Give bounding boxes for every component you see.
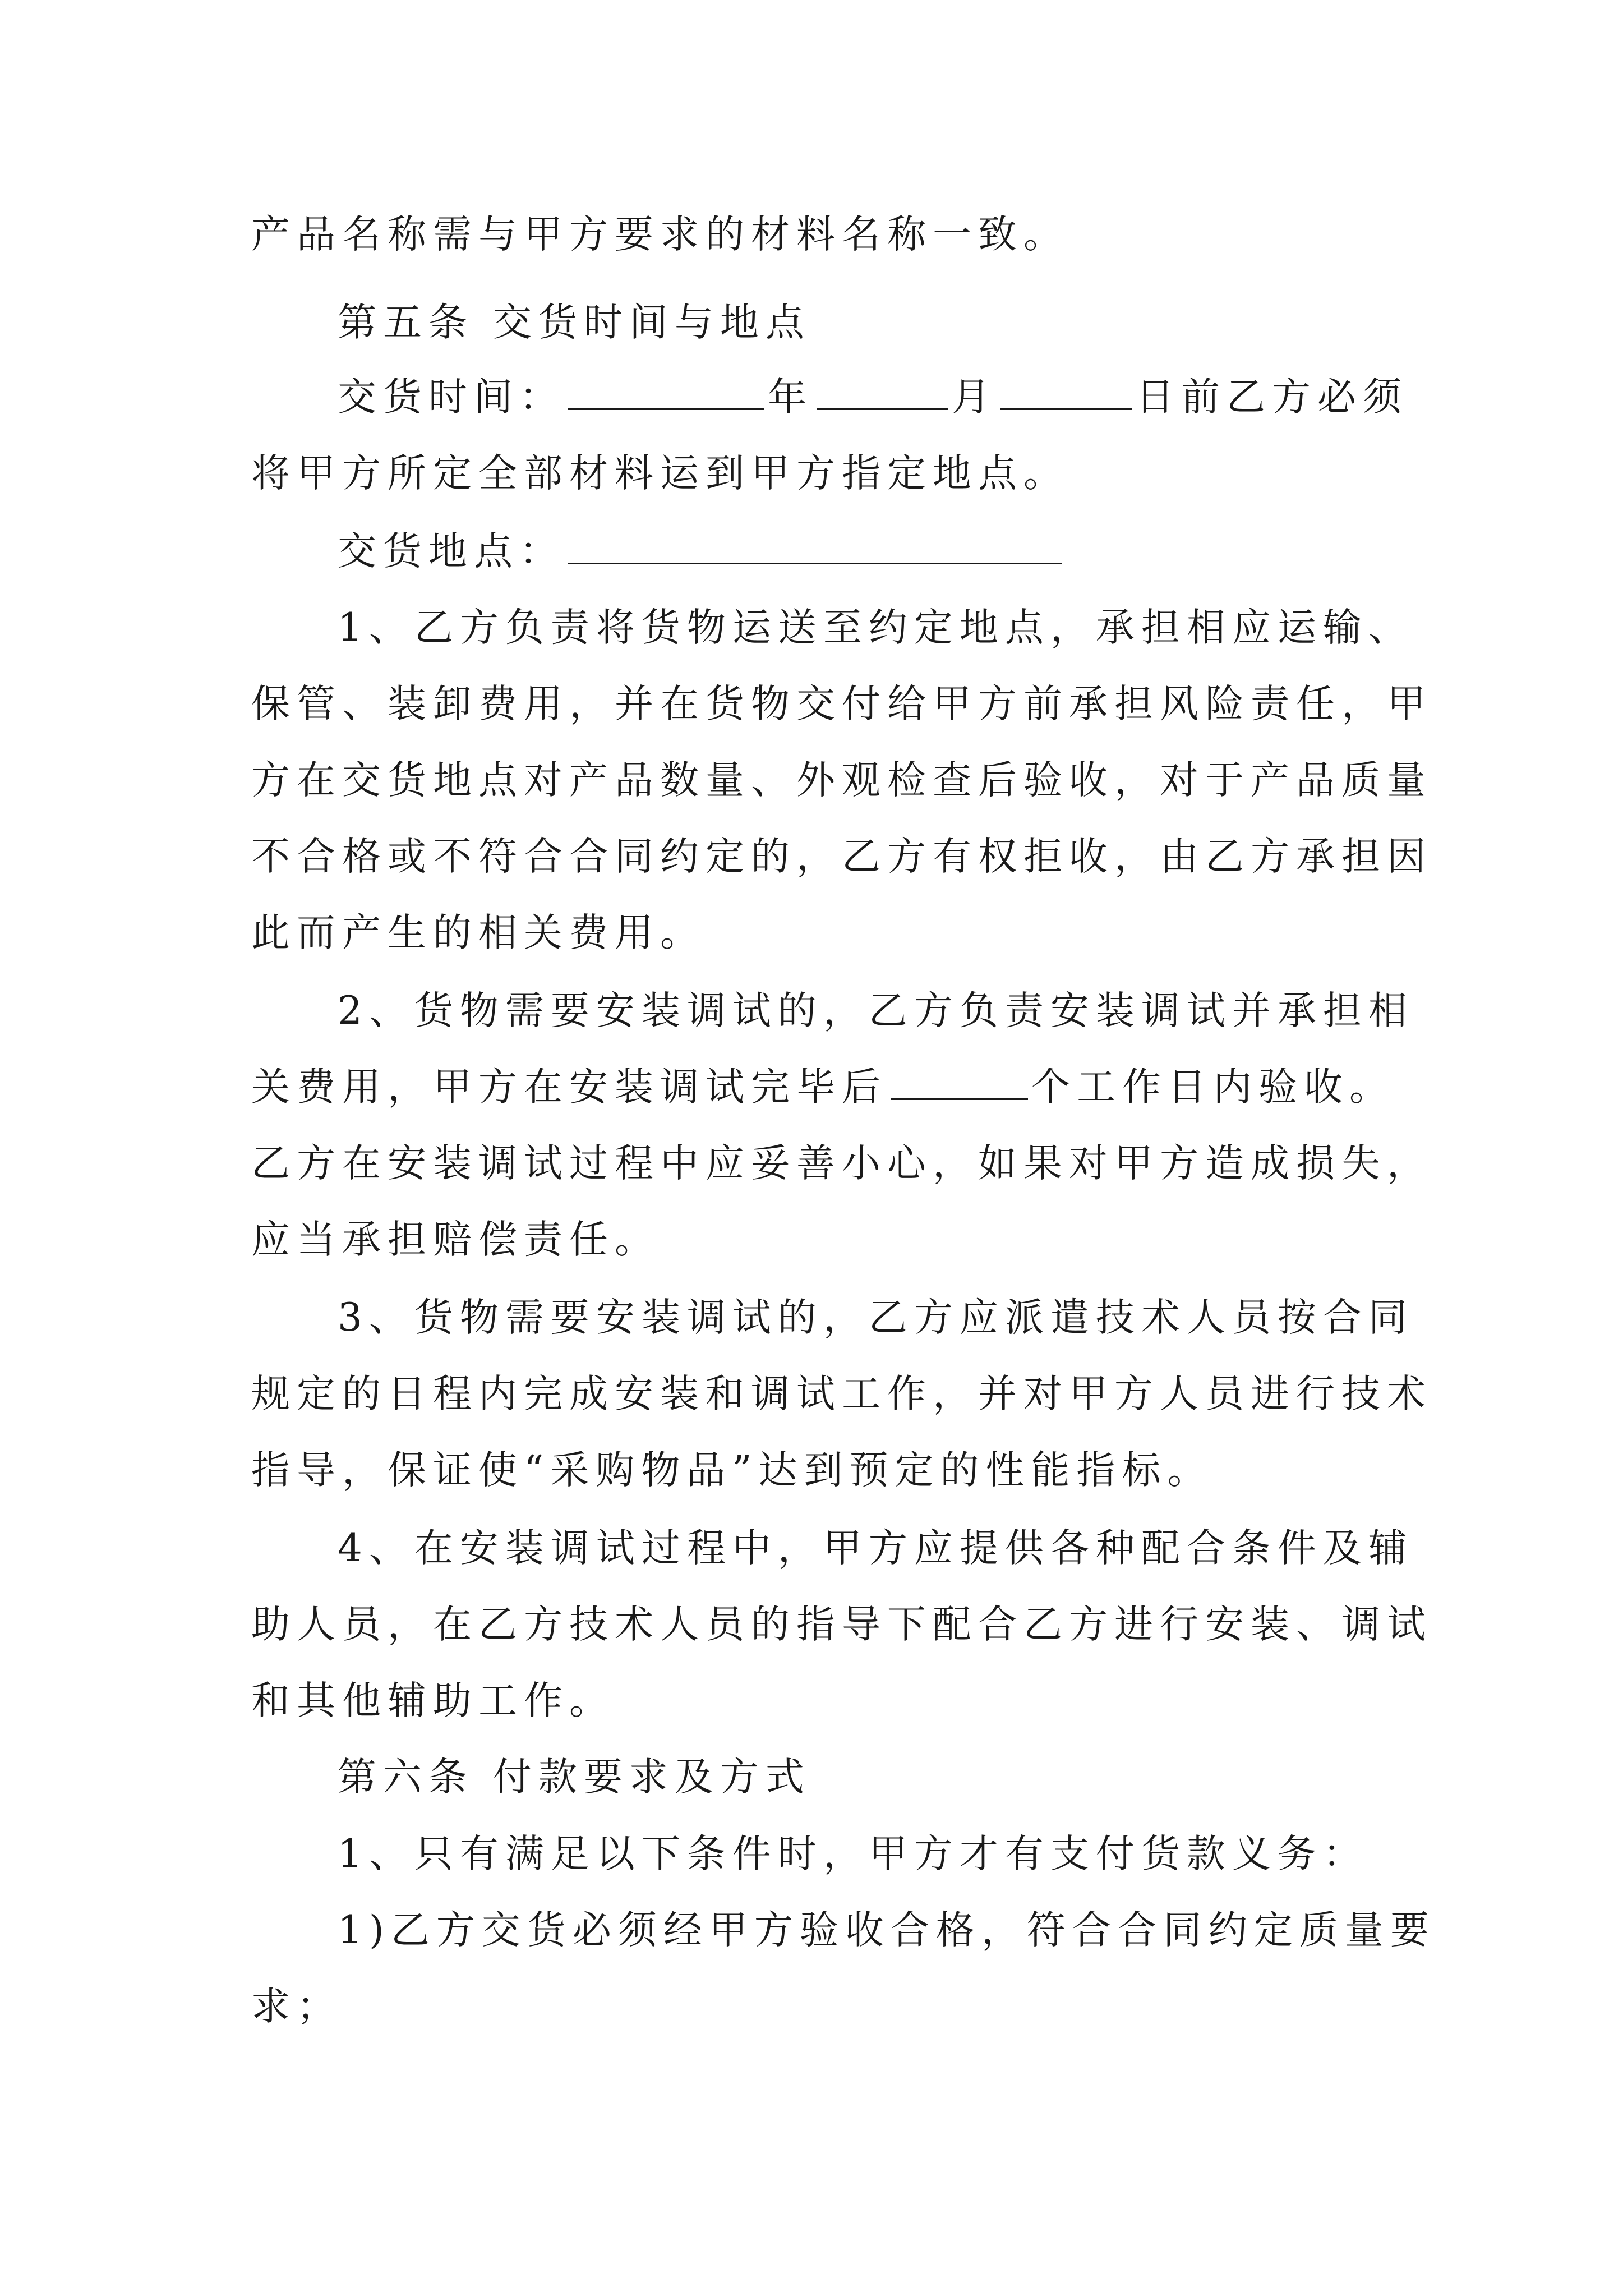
acceptance-prefix: 关费用，甲方在安装调试完毕后 [251, 1065, 887, 1110]
text-line: 1、只有满足以下条件时，甲方才有支付货款义务： [338, 1832, 1368, 1876]
text-line: 4、在安装调试过程中，甲方应提供各种配合条件及辅 [338, 1526, 1414, 1571]
month-blank [817, 374, 948, 410]
text-line: 保管、装卸费用，并在货物交付给甲方前承担风险责任，甲 [251, 682, 1432, 726]
day-suffix: 日前乙方必须 [1136, 375, 1408, 420]
text-line: 3、货物需要安装调试的，乙方应派遣技术人员按合同 [338, 1295, 1414, 1340]
text-line: 规定的日程内完成安装和调试工作，并对甲方人员进行技术 [251, 1372, 1432, 1416]
text-line: 1)乙方交货必须经甲方验收合格，符合合同约定质量要 [338, 1908, 1436, 1953]
year-blank [568, 374, 764, 410]
text-line: 和其他辅助工作。 [251, 1678, 615, 1723]
days-blank [891, 1064, 1028, 1100]
text-line: 不合格或不符合合同约定的，乙方有权拒收，由乙方承担因 [251, 834, 1432, 879]
article-heading: 第五条 交货时间与地点 [338, 300, 811, 345]
place-blank [568, 528, 1062, 564]
text-line: 方在交货地点对产品数量、外观检查后验收，对于产品质量 [251, 758, 1432, 803]
text-line: 2、货物需要安装调试的，乙方负责安装调试并承担相 [338, 988, 1414, 1033]
delivery-time-label: 交货时间： [338, 375, 565, 420]
delivery-place-label: 交货地点： [338, 529, 565, 574]
acceptance-suffix: 个工作日内验收。 [1031, 1065, 1395, 1110]
text-line: 应当承担赔偿责任。 [251, 1217, 660, 1262]
day-blank [1000, 374, 1132, 410]
text-line: 指导，保证使“采购物品”达到预定的性能指标。 [251, 1448, 1213, 1493]
year-label: 年 [768, 375, 813, 420]
article-heading: 第六条 付款要求及方式 [338, 1755, 811, 1800]
delivery-place-line [338, 524, 1390, 578]
text-line: 产品名称需与甲方要求的材料名称一致。 [251, 212, 1069, 257]
text-line: 1、乙方负责将货物运送至约定地点，承担相应运输、 [338, 605, 1414, 650]
text-line: 求； [251, 1984, 342, 2029]
acceptance-line [251, 1060, 1395, 1114]
delivery-time-line [338, 370, 1408, 424]
text-line: 将甲方所定全部材料运到甲方指定地点。 [251, 451, 1069, 496]
text-line: 助人员，在乙方技术人员的指导下配合乙方进行安装、调试 [251, 1602, 1432, 1647]
text-line: 乙方在安装调试过程中应妥善小心，如果对甲方造成损失， [251, 1141, 1432, 1186]
month-label: 月 [952, 375, 997, 420]
text-line: 此而产生的相关费用。 [251, 910, 706, 955]
